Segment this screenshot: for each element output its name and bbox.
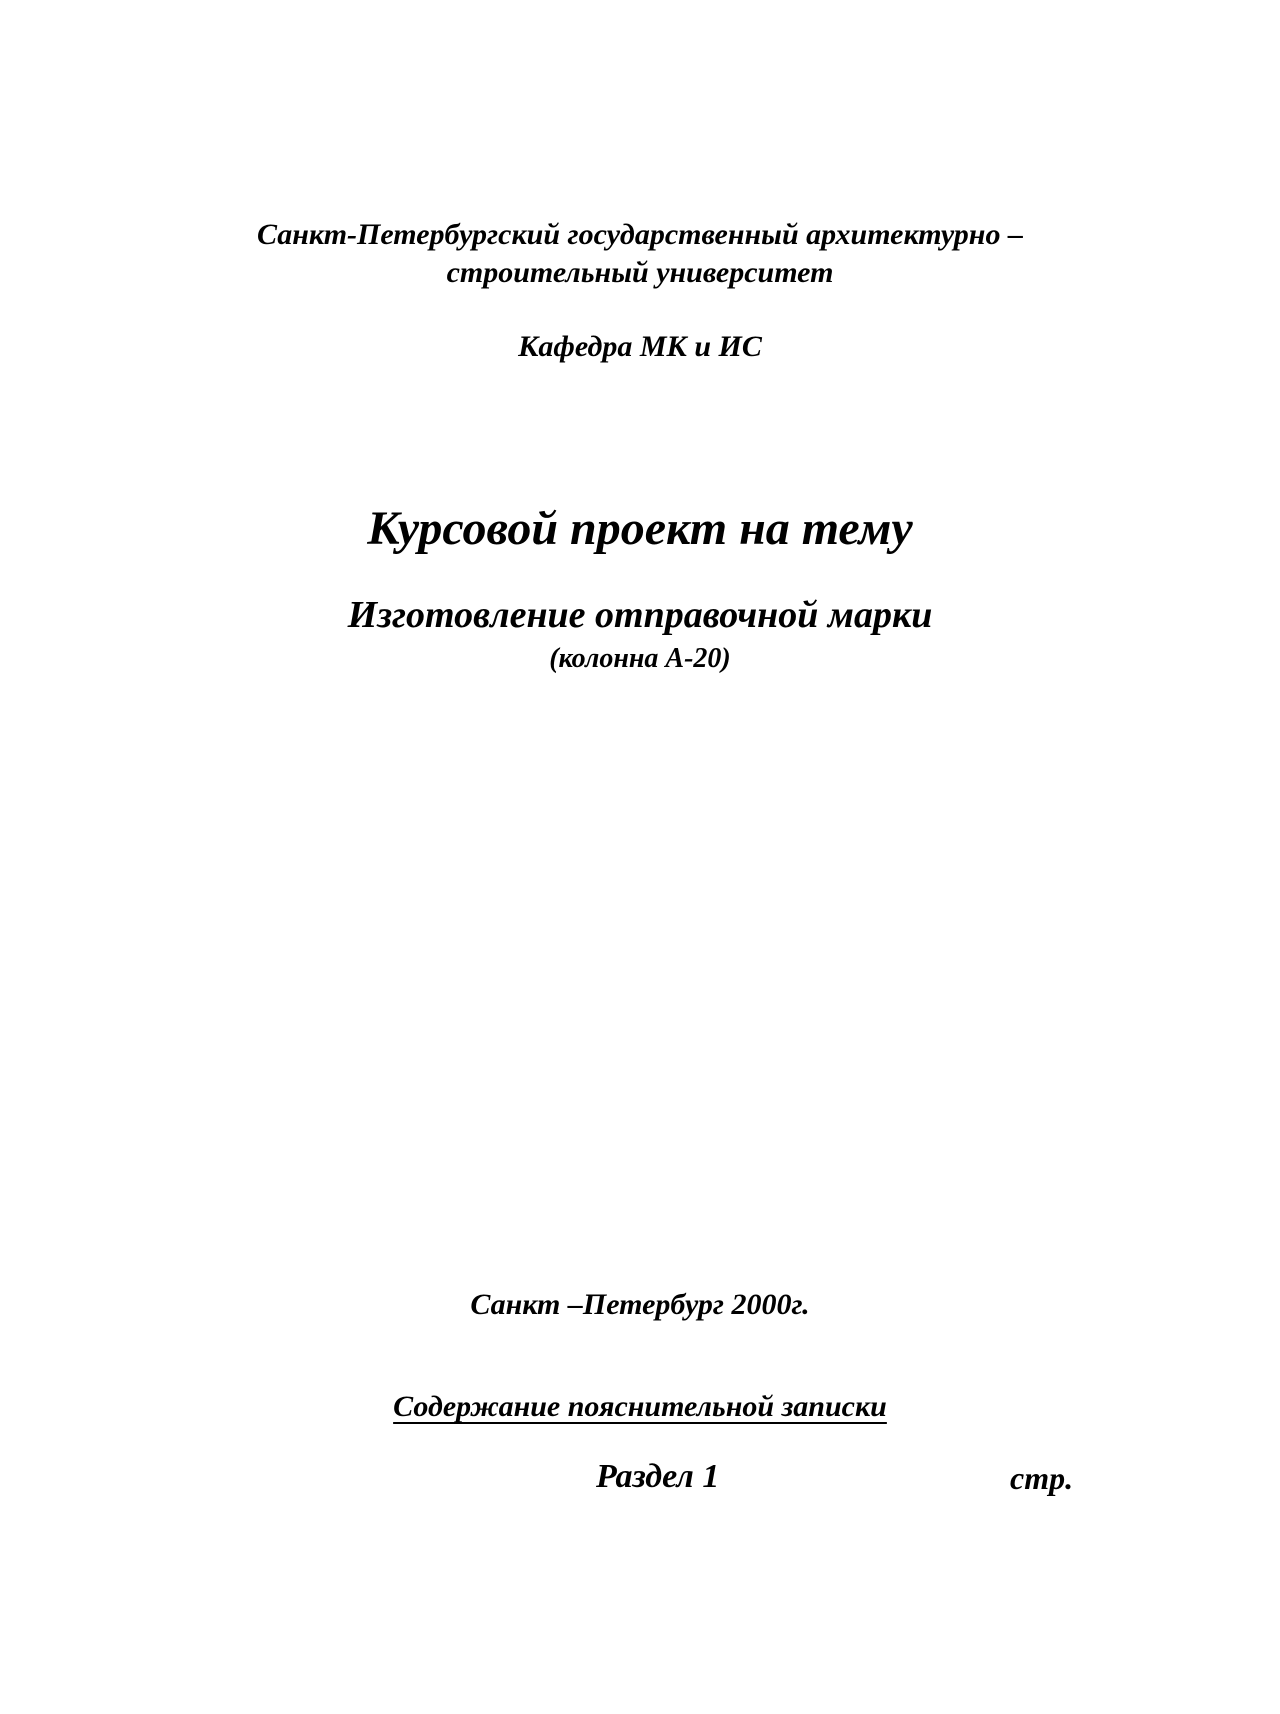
project-subject: Изготовление отправочной марки: [347, 594, 933, 636]
department-name: Кафедра МК и ИС: [518, 330, 762, 363]
contents-title: [0, 1392, 1280, 1422]
project-note: (колонна А-20): [549, 643, 731, 674]
university-name-line-2: строительный университет: [446, 256, 834, 289]
contents-page-label: стр.: [1010, 1460, 1074, 1496]
contents-section-label: Раздел 1: [596, 1458, 720, 1495]
university-name-line-1: Санкт-Петербургский государственный архитектурно –: [257, 218, 1023, 251]
contents-title-text: Содержание пояснительной записки: [393, 1390, 887, 1423]
project-title: Курсовой проект на тему: [367, 502, 913, 555]
city-year: Санкт –Петербург 2000г.: [470, 1288, 810, 1321]
